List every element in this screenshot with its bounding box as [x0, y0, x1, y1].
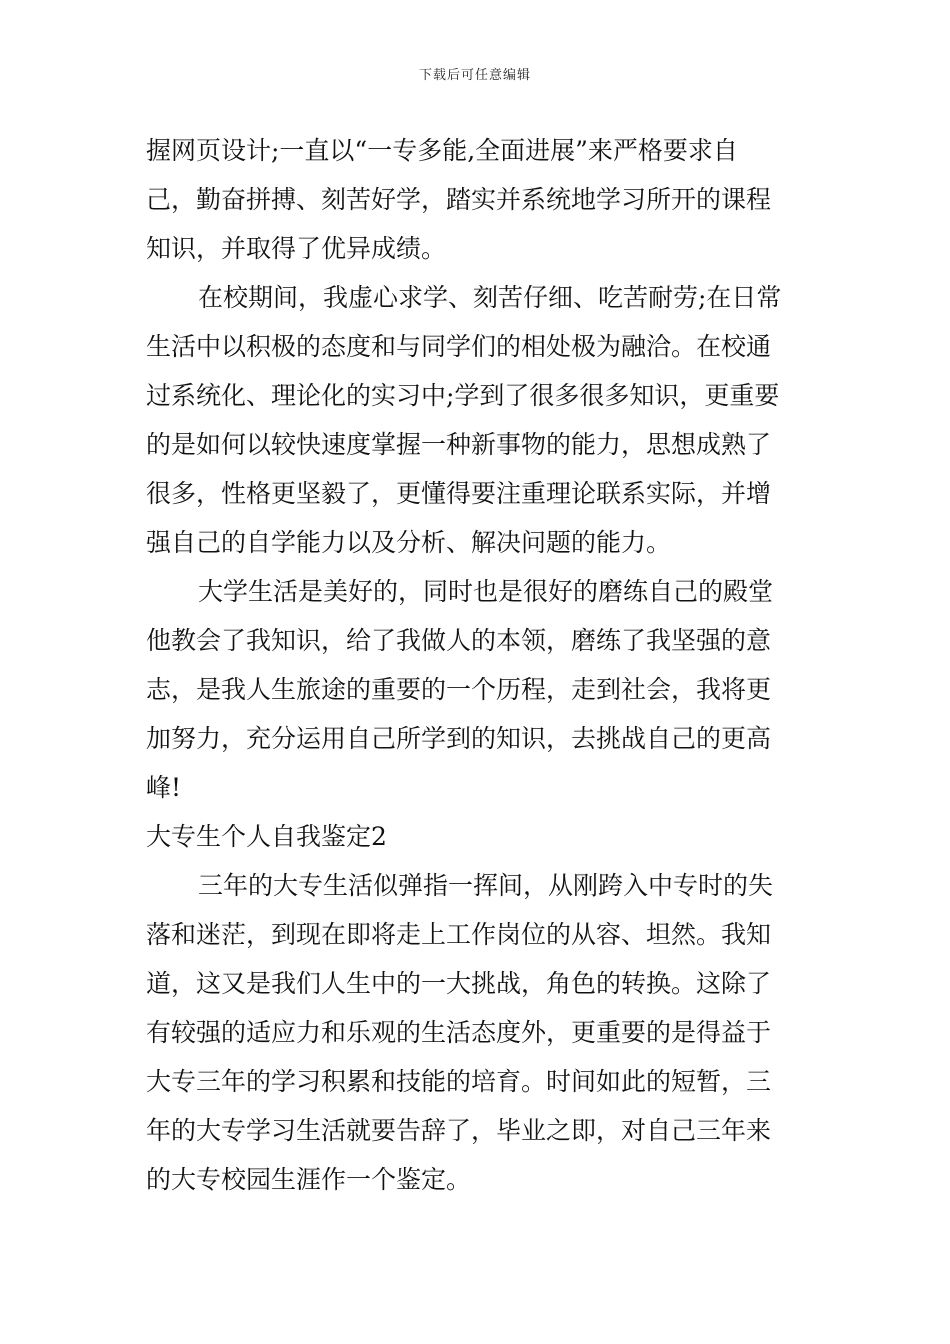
text-line: 己，勤奋拼搏、刻苦好学，踏实并系统地学习所开的课程 — [146, 185, 772, 214]
text-line: 他教会了我知识，给了我做人的本领，磨练了我坚强的意 — [146, 626, 772, 655]
text-line: 的大专校园生涯作一个鉴定。 — [146, 1165, 472, 1194]
text-line: 道，这又是我们人生中的一大挑战，角色的转换。这除了 — [146, 969, 772, 998]
text-line: 志，是我人生旅途的重要的一个历程，走到社会，我将更 — [146, 675, 772, 704]
text-line: 落和迷茫，到现在即将走上工作岗位的从容、坦然。我知 — [146, 920, 772, 949]
text-line: 有较强的适应力和乐观的生活态度外，更重要的是得益于 — [146, 1018, 772, 1047]
paragraph-start-line: 三年的大专生活似弹指一挥间，从刚跨入中专时的失 — [198, 871, 774, 900]
paragraph-start-line: 大学生活是美好的，同时也是很好的磨练自己的殿堂 — [198, 577, 774, 606]
text-line: 的是如何以较快速度掌握一种新事物的能力，思想成熟了 — [146, 430, 772, 459]
paragraph-start-line: 在校期间，我虚心求学、刻苦仔细、吃苦耐劳;在日常 — [198, 283, 782, 312]
page-header: 下载后可任意编辑 — [418, 68, 531, 83]
text-line: 加努力，充分运用自己所学到的知识，去挑战自己的更高 — [146, 724, 772, 753]
text-line: 知识，并取得了优异成绩。 — [146, 234, 447, 263]
text-line: 强自己的自学能力以及分析、解决问题的能力。 — [146, 528, 672, 557]
text-line: 握网页设计;一直以“一专多能,全面进展”来严格要求自 — [146, 136, 738, 165]
text-line: 峰! — [146, 773, 182, 802]
text-line: 年的大专学习生活就要告辞了，毕业之即，对自己三年来 — [146, 1116, 772, 1145]
section-heading: 大专生个人自我鉴定2 — [146, 822, 387, 851]
text-line: 生活中以积极的态度和与同学们的相处极为融洽。在校通 — [146, 332, 772, 361]
text-line: 很多，性格更坚毅了，更懂得要注重理论联系实际，并增 — [146, 479, 772, 508]
text-line: 过系统化、理论化的实习中;学到了很多很多知识，更重要 — [146, 381, 780, 410]
document-body — [146, 126, 808, 1204]
text-line: 大专三年的学习积累和技能的培育。时间如此的短暂，三 — [146, 1067, 772, 1096]
